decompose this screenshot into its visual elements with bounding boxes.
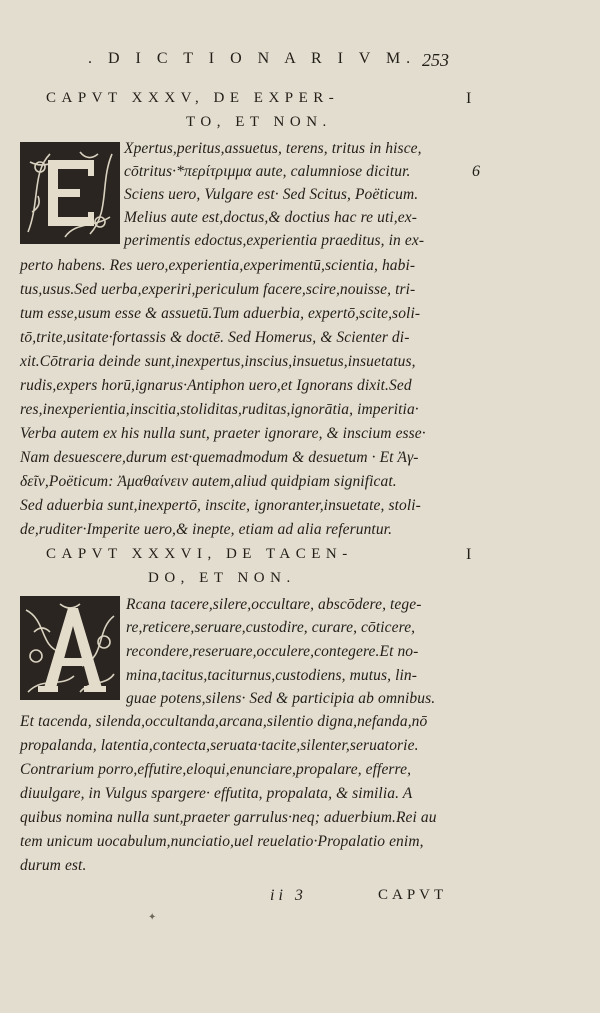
page-number: 253 (422, 50, 449, 70)
catchword: CAPVT (378, 887, 448, 903)
decorated-initial-a (20, 596, 120, 700)
chapter-35-line: Verba autem ex his nulla sunt, praeter ignorare, & inscium esse· (20, 425, 426, 442)
chapter-36-line: recondere,reseruare,occulere,contegere.Et no- (126, 643, 419, 660)
chapter-36-line: guae potens,silens· Sed & participia ab omnibus. (126, 690, 436, 707)
chapter-35-heading-line1: CAPVT XXXV, DE EXPER- (46, 90, 340, 106)
chapter-36-margin-number: I (466, 546, 472, 563)
signature-mark: ii 3 (270, 887, 307, 904)
chapter-35-line: perto habens. Res uero,experientia,experimentū,scientia, habi- (20, 257, 416, 274)
chapter-36-line: tem unicum uocabulum,nunciatio,uel reuelatio·Propalatio enim, (20, 833, 424, 850)
chapter-35-line: Sciens uero, Vulgare est· Sed Scitus, Poëticum. (124, 186, 419, 203)
chapter-35-line: Melius aute est,doctus,& doctius hac re uti,ex- (124, 209, 417, 226)
margin-numeral: 6 (472, 163, 480, 180)
chapter-36-line: propalanda, latentia,contecta,seruata·tacite,silenter,seruatorie. (20, 737, 419, 754)
chapter-36-line: durum est. (20, 857, 87, 874)
running-title: . D I C T I O N A R I V M. (88, 50, 417, 67)
chapter-35-heading-line2: TO, ET NON. (186, 114, 332, 130)
chapter-36-line: mina,tacitus,taciturnus,custodiens, mutus, lin- (126, 667, 418, 684)
running-head (0, 50, 600, 74)
chapter-35-line: Xpertus,peritus,assuetus, terens, tritus in hisce, (124, 140, 422, 157)
chapter-35-line: tō,trite,usitate·fortassis & doctē. Sed Homerus, & Scienter di- (20, 329, 410, 346)
chapter-36-line: diuulgare, in Vulgus spargere· effutita, propalata, & similia. A (20, 785, 413, 802)
decorated-initial-e (20, 142, 120, 244)
chapter-35-line: perimentis edoctus,experientia praeditus, in ex- (124, 232, 425, 249)
chapter-35-line: tus,usus.Sed uerba,experiri,periculum facere,scire,nouisse, tri- (20, 281, 416, 298)
chapter-36-line: Contrarium porro,effutire,eloqui,enunciare,propalare, efferre, (20, 761, 412, 778)
chapter-36-line: re,reticere,seruare,custodire, curare, cōticere, (126, 619, 416, 636)
chapter-35-line: δεῖν,Poëticum: Ἀμαθαίνειν autem,aliud quidpiam significat. (20, 473, 397, 490)
initial-e-ornament-icon (20, 142, 120, 244)
chapter-36-line: Et tacenda, silenda,occultanda,arcana,silentio digna,nefanda,nō (20, 713, 428, 730)
chapter-35-line: Nam desuescere,durum est·quemadmodum & desuetum · Et Ἀγ- (20, 449, 419, 466)
chapter-36-line: quibus nomina nulla sunt,praeter garrulus·neq; aduerbium.Rei au (20, 809, 437, 826)
chapter-36-line: Rcana tacere,silere,occultare, abscōdere, tege- (126, 596, 422, 613)
chapter-35-line: res,inexperientia,inscitia,stoliditas,ruditas,ignorātia, imperitia· (20, 401, 419, 418)
chapter-36-heading-line1: CAPVT XXXVI, DE TACEN- (46, 546, 353, 562)
ink-speck: ✦ (148, 912, 157, 923)
chapter-35-margin-number: I (466, 90, 472, 107)
chapter-36-heading-line2: DO, ET NON. (148, 570, 296, 586)
initial-a-ornament-icon (20, 596, 120, 700)
chapter-35-line: Sed aduerbia sunt,inexpertō, inscite, ignoranter,insuetate, stoli- (20, 497, 421, 514)
chapter-35-line: cōtritus·*περίτριμμα aute, calumniose dicitur. (124, 163, 411, 180)
chapter-35-line: de,ruditer·Imperite uero,& inepte, etiam ad alia referuntur. (20, 521, 393, 538)
chapter-35-line: tum esse,usum esse & assuetū.Tum aduerbia, expertō,scite,soli- (20, 305, 421, 322)
chapter-35-line: xit.Cōtraria deinde sunt,inexpertus,inscius,insuetus,insuetatus, (20, 353, 416, 370)
chapter-35-line: rudis,expers horū,ignarus·Antiphon uero,et Ignorans dixit.Sed (20, 377, 412, 394)
